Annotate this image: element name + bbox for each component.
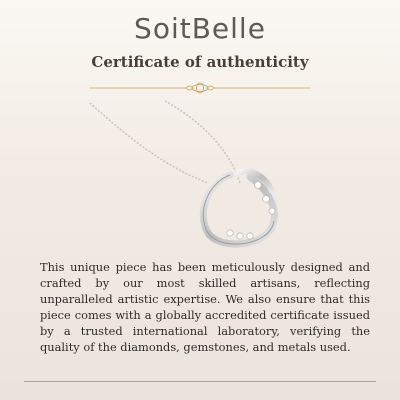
ornamental-divider-icon: [90, 82, 310, 94]
brand-logo: SoitBelle: [134, 12, 266, 45]
certificate-title: Certificate of authenticity: [91, 53, 309, 71]
bottom-divider: [24, 381, 376, 382]
pendant-necklace-icon: [80, 95, 340, 250]
certificate-description: This unique piece has been meticulously designed and crafted by our most skilled artisans, reflecting unparalleled artistic expertise. We also ensure that this piece comes with a globally accredited certificate issued by a trusted international laboratory, verifying the quality of the diamonds, gemstones, and metals used.: [40, 260, 370, 354]
